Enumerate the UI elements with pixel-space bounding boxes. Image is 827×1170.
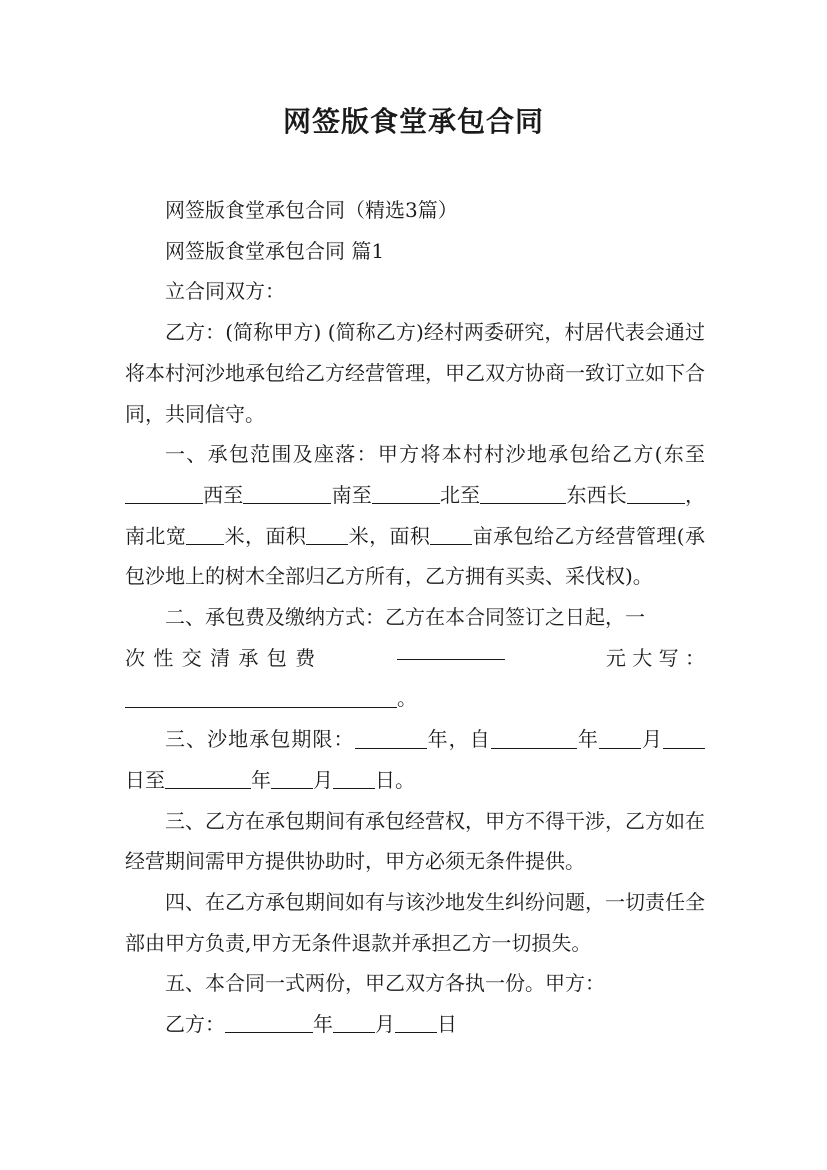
blank-end-day [333,767,375,789]
blank-end-month [271,767,313,789]
clause-2-text: 次 性 交 清 承 包 费 [125,645,317,670]
signature-text: 月 [375,1012,395,1037]
clause-3-text: 年 [251,767,271,792]
blank-width [186,523,224,545]
clause-1-text: 东西长 [566,482,627,507]
clause-3-text: 月 [313,767,333,792]
clause-3-text: 月 [640,727,664,752]
clause-1-text: 北至 [439,482,481,507]
blank-start-year [491,727,577,749]
clause-1-text: 米，面积 [224,523,307,548]
document-subtitle: 网签版食堂承包合同（精选3篇） [165,198,458,222]
clause-1-text: 南至 [331,482,372,507]
blank-south [372,482,440,504]
blank-start-month [599,727,641,749]
clause-2-text: 二、承包费及缴纳方式：乙方在本合同签订之日起，一 [165,605,645,630]
blank-east [125,482,203,504]
blank-fee-words [125,686,397,708]
clause-4: 四、在乙方承包期间如有与该沙地发生纠纷问题，一切责任全部由甲方负责,甲方无条件退款并承担乙方一切损失。 [125,889,705,955]
clause-3-text: 三、沙地承包期限： [165,727,355,752]
signature-text: 年 [313,1012,333,1037]
blank-start-day [663,727,705,749]
clause-3b: 三、乙方在承包期间有承包经营权，甲方不得干涉，乙方如在经营期间需甲方提供协助时，甲方必须无条件提供。 [125,808,705,874]
intro-paragraph: 乙方：(简称甲方) (简称乙方)经村两委研究，村居代表会通过将本村河沙地承包给乙方经营管理，甲乙双方协商一致订立如下合同，共同信守。 [125,320,705,426]
clause-1 [125,434,705,597]
clause-3-text: 年，自 [426,727,491,752]
blank-sign-year [225,1011,313,1033]
document-body [125,190,705,1045]
clause-2-line [125,638,705,679]
blank-end-year [165,767,251,789]
blank-length [627,482,685,504]
blank-sign-month [333,1011,375,1033]
parties-heading: 立合同双方： [165,279,285,304]
blank-west [243,482,331,504]
signature-text: 日 [437,1012,457,1037]
clause-3-text: 日至 [125,767,165,792]
clause-3 [125,719,705,800]
clause-3-text: 年 [576,727,599,752]
blank-area-mu [430,523,472,545]
blank-fee [397,638,505,660]
clause-1-text: 一、承包范围及座落：甲方将本村村沙地承包给乙方(东至 [165,442,705,467]
section-heading: 网签版食堂承包合同 篇1 [165,238,385,263]
clause-2 [125,597,705,638]
blank-years [355,727,427,749]
clause-1-text: 亩承包给乙方经营管理(承包沙地上的树木全部归乙方所有，乙方拥有买卖、采伐权)。 [125,523,706,589]
blank-north [480,482,566,504]
clause-1-text: 西至 [203,482,244,507]
blank-area-m [306,523,348,545]
clause-2-text: 元 大 写 ： [605,645,705,670]
clause-1-text: 米，面积 [348,523,431,548]
clause-1-text: ，南北宽 [125,482,706,548]
clause-2-text: 。 [397,686,417,711]
clause-5: 五、本合同一式两份，甲乙双方各执一份。甲方： [165,971,605,996]
document-title: 网签版食堂承包合同 [282,105,544,138]
signature-text: 乙方： [165,1012,225,1037]
blank-sign-day [395,1011,437,1033]
clause-3-text: 日。 [375,767,415,792]
clause-2-line [125,678,705,719]
signature-line [125,1004,705,1045]
